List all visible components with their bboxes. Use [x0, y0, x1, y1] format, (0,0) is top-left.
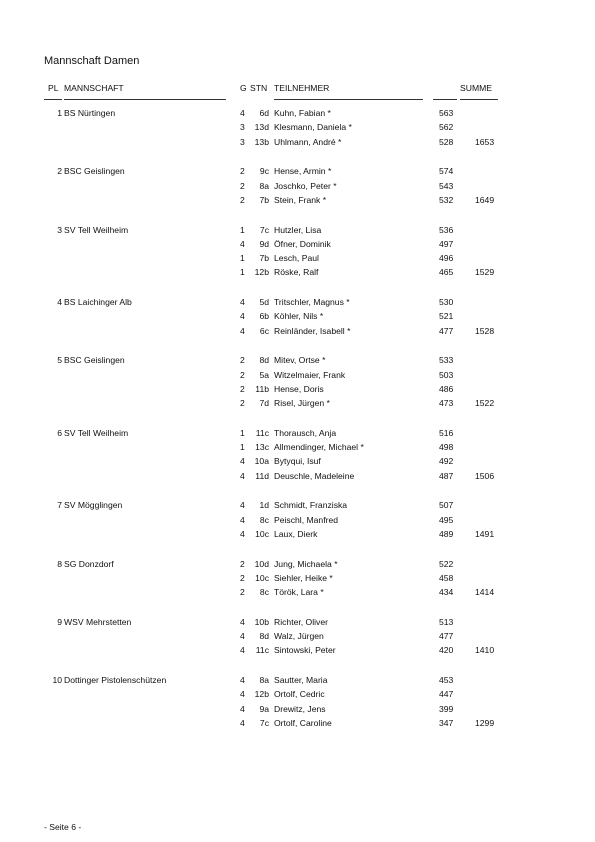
stand-number: 6c — [259, 325, 269, 336]
participant-name: Siehler, Heike * — [274, 572, 333, 583]
participant-name: Allmendinger, Michael * — [274, 442, 364, 452]
table-row — [0, 238, 595, 250]
table-row — [0, 252, 595, 264]
table-row — [0, 558, 595, 570]
participant-result: 563 — [439, 108, 454, 118]
group: 3 — [240, 136, 245, 147]
table-row — [0, 455, 595, 467]
placement: 5 — [57, 355, 62, 366]
stand-number: 9c — [259, 166, 269, 177]
placement: 7 — [57, 500, 62, 511]
page-title: Mannschaft Damen — [44, 55, 140, 67]
table-row — [0, 310, 595, 322]
participant-result: 473 — [439, 398, 454, 408]
stand-number: 6b — [259, 311, 269, 322]
stand-number: 5d — [259, 297, 269, 307]
participant-result: 498 — [439, 442, 454, 452]
table-row — [0, 514, 595, 526]
team-name: SV Tell Weilheim — [64, 427, 129, 438]
participant-result: 487 — [439, 470, 454, 481]
participant-result: 347 — [439, 717, 454, 728]
column-header-sum: SUMME — [460, 83, 492, 93]
participant-result: 486 — [439, 383, 454, 394]
participant-name: Tritschler, Magnus * — [274, 297, 350, 307]
table-row — [0, 369, 595, 381]
stand-number: 8a — [259, 180, 269, 191]
group: 4 — [240, 470, 245, 481]
participant-name: Stein, Frank * — [274, 194, 327, 205]
table-row — [0, 441, 595, 453]
participant-name: Hense, Doris — [274, 383, 324, 394]
column-header-team: MANNSCHAFT — [64, 83, 124, 93]
stand-number: 11d — [255, 470, 269, 481]
group: 4 — [240, 325, 245, 336]
participant-name: Klesmann, Daniela * — [274, 122, 352, 133]
group: 4 — [240, 311, 245, 322]
participant-name: Lesch, Paul — [274, 253, 319, 263]
participant-result: 532 — [439, 194, 454, 205]
participant-name: Ortolf, Caroline — [274, 717, 332, 728]
team-name: SV Tell Weilheim — [64, 224, 129, 235]
participant-result: 489 — [439, 528, 454, 539]
participant-name: Risel, Jürgen * — [274, 398, 330, 408]
group: 4 — [240, 297, 245, 307]
placement: 8 — [57, 558, 62, 569]
team-total: 1528 — [475, 325, 495, 336]
header-underline — [460, 99, 498, 100]
column-header-participant: TEILNEHMER — [274, 83, 330, 93]
participant-result: 521 — [439, 311, 454, 322]
group: 2 — [240, 572, 245, 583]
table-row — [0, 630, 595, 642]
participant-name: Thorausch, Anja — [274, 427, 337, 438]
stand-number: 9a — [259, 703, 269, 714]
stand-number: 7c — [259, 224, 269, 235]
table-row — [0, 717, 595, 729]
participant-name: Mitev, Ortse * — [274, 355, 326, 366]
group: 4 — [240, 456, 245, 467]
table-row — [0, 194, 595, 206]
participant-name: Török, Lara * — [274, 587, 324, 597]
group: 1 — [240, 224, 245, 235]
participant-name: Laux, Dierk — [274, 528, 318, 539]
team-name: WSV Mehrstetten — [64, 616, 132, 627]
table-row — [0, 354, 595, 366]
participant-name: Öfner, Dominik — [274, 238, 331, 249]
participant-result: 543 — [439, 180, 454, 191]
participant-result: 503 — [439, 369, 454, 380]
participant-name: Kuhn, Fabian * — [274, 108, 331, 118]
stand-number: 11b — [255, 383, 269, 394]
stand-number: 9d — [259, 238, 269, 249]
participant-result: 434 — [439, 587, 454, 597]
table-row — [0, 325, 595, 337]
participant-name: Peischl, Manfred — [274, 514, 339, 525]
participant-name: Bytyqui, Isuf — [274, 456, 321, 467]
participant-name: Walz, Jürgen — [274, 631, 324, 641]
table-row — [0, 165, 595, 177]
group: 2 — [240, 180, 245, 191]
column-header-stn: STN — [250, 83, 268, 93]
stand-number: 10d — [254, 558, 269, 569]
placement: 10 — [52, 675, 62, 685]
group: 4 — [240, 514, 245, 525]
stand-number: 8d — [259, 355, 269, 366]
participant-result: 420 — [439, 645, 454, 656]
participant-name: Schmidt, Franziska — [274, 500, 348, 511]
table-row — [0, 296, 595, 308]
table-row — [0, 586, 595, 598]
participant-result: 492 — [439, 456, 454, 467]
stand-number: 8a — [259, 675, 269, 685]
stand-number: 10a — [254, 456, 269, 467]
group: 2 — [240, 587, 245, 597]
group: 4 — [240, 238, 245, 249]
stand-number: 5a — [259, 369, 269, 380]
table-row — [0, 688, 595, 700]
stand-number: 12b — [254, 267, 269, 278]
stand-number: 7b — [259, 194, 269, 205]
participant-name: Uhlmann, André * — [274, 136, 342, 147]
table-row — [0, 180, 595, 192]
participant-name: Jung, Michaela * — [274, 558, 338, 569]
table-row — [0, 470, 595, 482]
header-underline — [274, 99, 423, 100]
team-total: 1522 — [475, 398, 495, 408]
table-row — [0, 644, 595, 656]
participant-result: 528 — [439, 136, 454, 147]
stand-number: 13d — [254, 122, 269, 133]
participant-result: 536 — [439, 224, 454, 235]
column-header-pl: PL — [48, 83, 59, 93]
table-row — [0, 397, 595, 409]
stand-number: 11c — [255, 427, 269, 438]
team-total: 1529 — [475, 267, 495, 278]
group: 4 — [240, 631, 245, 641]
participant-name: Reinländer, Isabell * — [274, 325, 351, 336]
table-row — [0, 674, 595, 686]
group: 3 — [240, 122, 245, 133]
table-row — [0, 528, 595, 540]
participant-name: Hutzler, Lisa — [274, 224, 322, 235]
team-total: 1506 — [475, 470, 495, 481]
participant-name: Sautter, Maria — [274, 675, 328, 685]
participant-name: Hense, Armin * — [274, 166, 332, 177]
page-footer: - Seite 6 - — [44, 822, 82, 832]
stand-number: 6d — [259, 108, 269, 118]
stand-number: 8c — [259, 514, 269, 525]
participant-result: 562 — [439, 122, 454, 133]
group: 1 — [240, 442, 245, 452]
group: 1 — [240, 427, 245, 438]
group: 4 — [240, 108, 245, 118]
team-name: BSC Geislingen — [64, 166, 125, 177]
group: 4 — [240, 616, 245, 627]
team-name: SG Donzdorf — [64, 558, 114, 569]
participant-name: Köhler, Nils * — [274, 311, 324, 322]
stand-number: 8c — [259, 587, 269, 597]
table-row — [0, 266, 595, 278]
table-row — [0, 136, 595, 148]
group: 2 — [240, 558, 245, 569]
participant-result: 465 — [439, 267, 454, 278]
team-name: BSC Geislingen — [64, 355, 125, 366]
table-row — [0, 499, 595, 511]
team-total: 1299 — [475, 717, 495, 728]
team-name: BS Nürtingen — [64, 108, 116, 118]
team-name: Dottinger Pistolenschützen — [64, 675, 167, 685]
participant-result: 522 — [439, 558, 454, 569]
header-underline — [64, 99, 226, 100]
participant-result: 458 — [439, 572, 454, 583]
team-total: 1491 — [475, 528, 495, 539]
group: 4 — [240, 645, 245, 656]
participant-name: Witzelmaier, Frank — [274, 369, 346, 380]
header-underline — [44, 99, 62, 100]
group: 2 — [240, 355, 245, 366]
stand-number: 7b — [259, 253, 269, 263]
table-row — [0, 107, 595, 119]
group: 2 — [240, 194, 245, 205]
stand-number: 13b — [254, 136, 269, 147]
team-total: 1414 — [475, 587, 495, 597]
participant-result: 497 — [439, 238, 454, 249]
group: 4 — [240, 703, 245, 714]
group: 2 — [240, 369, 245, 380]
placement: 4 — [57, 297, 62, 307]
stand-number: 7d — [259, 398, 269, 408]
header-underline — [433, 99, 457, 100]
placement: 2 — [57, 166, 62, 177]
participant-result: 507 — [439, 500, 454, 511]
participant-name: Joschko, Peter * — [274, 180, 337, 191]
participant-result: 516 — [439, 427, 454, 438]
group: 1 — [240, 267, 245, 278]
team-name: BS Laichinger Alb — [64, 297, 132, 307]
team-total: 1653 — [475, 136, 495, 147]
participant-name: Ortolf, Cedric — [274, 689, 325, 700]
table-row — [0, 121, 595, 133]
stand-number: 11c — [255, 645, 269, 656]
participant-name: Deuschle, Madeleine — [274, 470, 355, 481]
group: 2 — [240, 398, 245, 408]
team-total: 1649 — [475, 194, 495, 205]
table-row — [0, 616, 595, 628]
placement: 9 — [57, 616, 62, 627]
participant-result: 477 — [439, 631, 454, 641]
participant-result: 513 — [439, 616, 454, 627]
participant-name: Richter, Oliver — [274, 616, 328, 627]
stand-number: 1d — [259, 500, 269, 511]
group: 4 — [240, 717, 245, 728]
placement: 1 — [57, 108, 62, 118]
group: 4 — [240, 689, 245, 700]
stand-number: 10c — [255, 572, 269, 583]
placement: 3 — [57, 224, 62, 235]
table-row — [0, 224, 595, 236]
placement: 6 — [57, 427, 62, 438]
group: 2 — [240, 166, 245, 177]
group: 4 — [240, 675, 245, 685]
team-name: SV Mögglingen — [64, 500, 123, 511]
participant-result: 530 — [439, 297, 454, 307]
group: 2 — [240, 383, 245, 394]
team-total: 1410 — [475, 645, 495, 656]
participant-result: 399 — [439, 703, 454, 714]
table-row — [0, 703, 595, 715]
participant-name: Drewitz, Jens — [274, 703, 326, 714]
group: 4 — [240, 528, 245, 539]
participant-result: 574 — [439, 166, 454, 177]
stand-number: 7c — [259, 717, 269, 728]
participant-name: Röske, Ralf — [274, 267, 319, 278]
stand-number: 12b — [254, 689, 269, 700]
participant-result: 495 — [439, 514, 454, 525]
stand-number: 8d — [259, 631, 269, 641]
participant-result: 496 — [439, 253, 454, 263]
participant-result: 477 — [439, 325, 454, 336]
group: 1 — [240, 253, 245, 263]
table-row — [0, 572, 595, 584]
participant-result: 453 — [439, 675, 454, 685]
table-row — [0, 383, 595, 395]
stand-number: 10c — [255, 528, 269, 539]
participant-name: Sintowski, Peter — [274, 645, 336, 656]
table-row — [0, 427, 595, 439]
column-header-g: G — [240, 83, 247, 93]
stand-number: 10b — [254, 616, 269, 627]
participant-result: 447 — [439, 689, 454, 700]
group: 4 — [240, 500, 245, 511]
stand-number: 13c — [255, 442, 269, 452]
participant-result: 533 — [439, 355, 454, 366]
